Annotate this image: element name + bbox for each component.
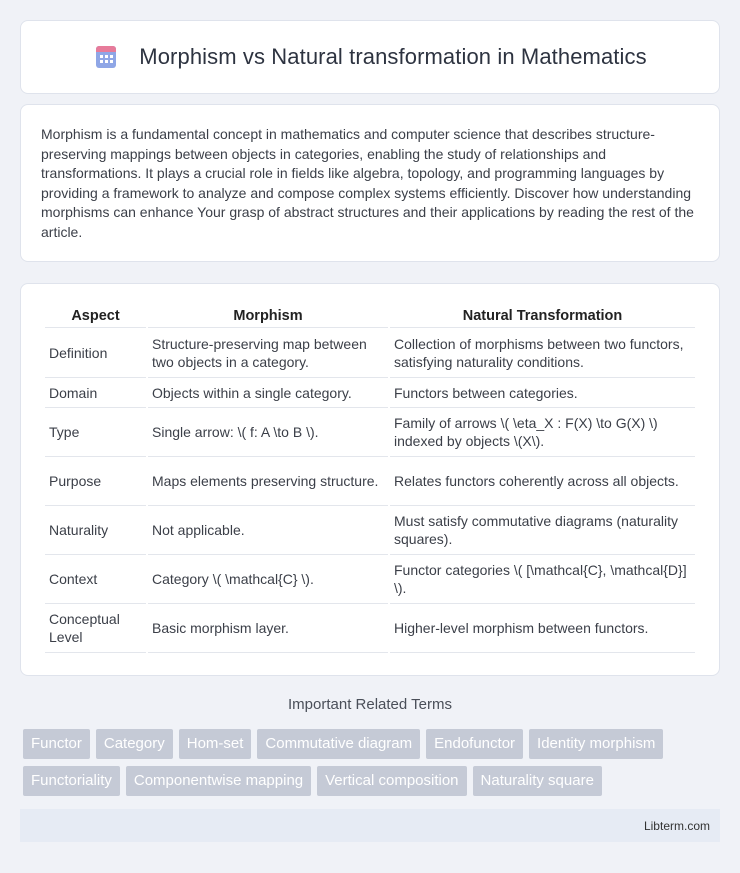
header-card [20, 20, 720, 94]
related-terms-title: Important Related Terms [288, 696, 452, 713]
table-row [45, 457, 695, 506]
table-cell: Context [45, 555, 146, 604]
table-row [45, 328, 695, 378]
table-cell: Structure-preserving map between two objects in a category. [148, 328, 388, 378]
table-header-row [45, 304, 695, 328]
table-cell: Not applicable. [148, 506, 388, 555]
table-cell: Functors between categories. [390, 378, 695, 408]
table-cell: Basic morphism layer. [148, 604, 388, 653]
comparison-table [43, 304, 697, 653]
table-cell: Conceptual Level [45, 604, 146, 653]
table-cell: Single arrow: \( f: A \to B \). [148, 408, 388, 457]
tag-identity-morphism[interactable]: Identity morphism [529, 729, 663, 759]
page-title: Morphism vs Natural transformation in Mathematics [139, 44, 647, 69]
intro-paragraph: Morphism is a fundamental concept in mathematics and computer science that describes structure-preserving mappings between objects in categories, enabling the study of relationships and transformations. It plays a crucial role in fields like algebra, topology, and programming languages by providing a framework to analyze and compose complex systems efficiently. Discover how understanding morphisms can enhance Your grasp of abstract structures and their applications by reading the rest of the article. [41, 126, 694, 240]
tag-functor[interactable]: Functor [23, 729, 90, 759]
table-cell: Maps elements preserving structure. [148, 457, 388, 506]
tag-vertical-composition[interactable]: Vertical composition [317, 766, 466, 796]
tag-componentwise-mapping[interactable]: Componentwise mapping [126, 766, 311, 796]
table-row [45, 604, 695, 653]
tag-row [23, 766, 723, 796]
intro-card [20, 104, 720, 262]
table-cell: Family of arrows \( \eta_X : F(X) \to G(X) \) indexed by objects \(X\). [390, 408, 695, 457]
table-cell: Naturality [45, 506, 146, 555]
column-header: Morphism [148, 304, 388, 328]
table-cell: Definition [45, 328, 146, 378]
table-cell: Relates functors coherently across all objects. [390, 457, 695, 506]
table-row [45, 506, 695, 555]
tag-category[interactable]: Category [96, 729, 173, 759]
table-cell: Collection of morphisms between two functors, satisfying naturality conditions. [390, 328, 695, 378]
table-cell: Objects within a single category. [148, 378, 388, 408]
tag-commutative-diagram[interactable]: Commutative diagram [257, 729, 420, 759]
comparison-table-card [20, 283, 720, 676]
table-row [45, 555, 695, 604]
tag-endofunctor[interactable]: Endofunctor [426, 729, 523, 759]
footer [20, 809, 720, 842]
tag-functoriality[interactable]: Functoriality [23, 766, 120, 796]
column-header: Natural Transformation [390, 304, 695, 328]
table-cell: Type [45, 408, 146, 457]
table-cell: Functor categories \( [\mathcal{C}, \mathcal{D}] \). [390, 555, 695, 604]
table-cell: Domain [45, 378, 146, 408]
tag-row [23, 729, 723, 759]
table-cell: Purpose [45, 457, 146, 506]
table-row [45, 408, 695, 457]
footer-site-link[interactable]: Libterm.com [643, 818, 710, 833]
related-terms-tags [23, 729, 723, 803]
table-cell: Higher-level morphism between functors. [390, 604, 695, 653]
column-header: Aspect [45, 304, 146, 328]
tag-hom-set[interactable]: Hom-set [179, 729, 252, 759]
table-cell: Category \( \mathcal{C} \). [148, 555, 388, 604]
tag-naturality-square[interactable]: Naturality square [473, 766, 602, 796]
document-list-icon [93, 44, 119, 70]
table-cell: Must satisfy commutative diagrams (naturality squares). [390, 506, 695, 555]
table-row [45, 378, 695, 408]
